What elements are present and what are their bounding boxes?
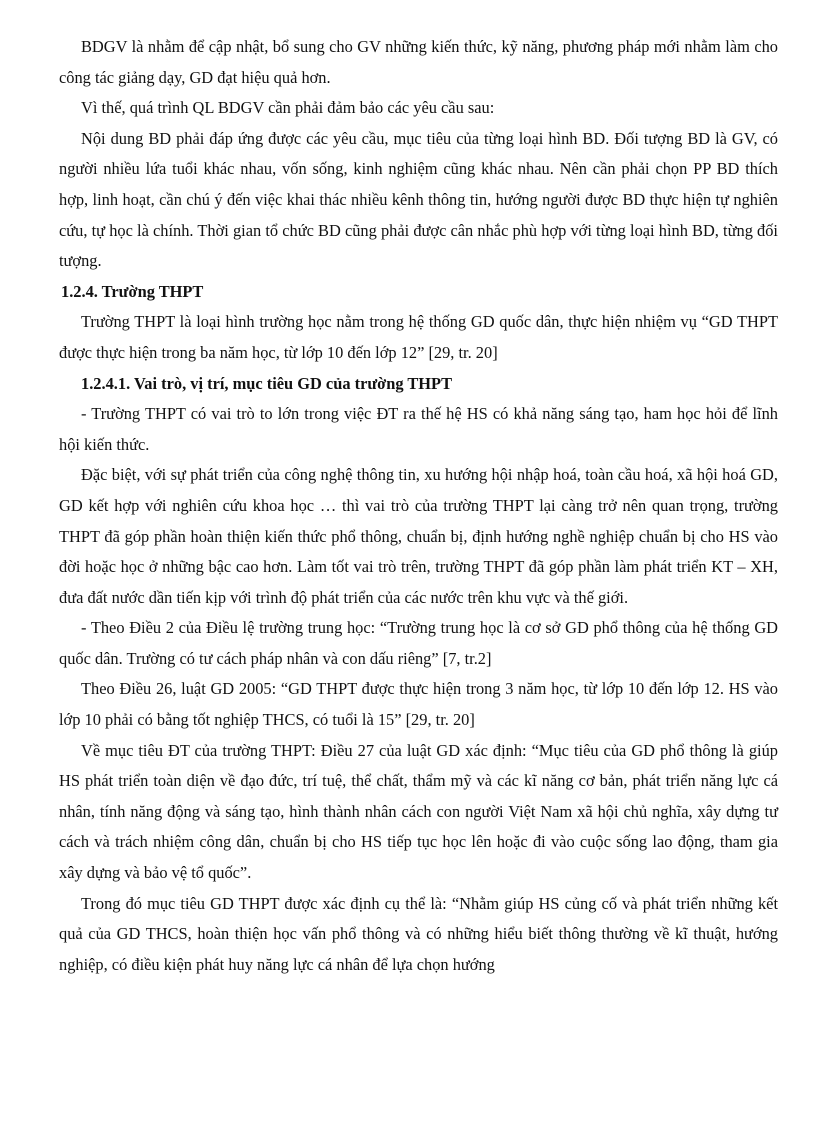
paragraph-article-2: - Theo Điều 2 của Điều lệ trường trung học: “Trường trung học là cơ sở GD phổ thông của hệ thống GD quốc dân. Trường có tư cách pháp nhân và con dấu riêng” [7, tr.2] [59,618,778,668]
paragraph-thpt-definition: Trường THPT là loại hình trường học nằm trong hệ thống GD quốc dân, thực hiện nhiệm vụ “GD THPT được thực hiện trong ba năm học, từ lớp 10 đến lớp 12” [29, tr. 20] [59,312,778,362]
paragraph-article-26: Theo Điều 26, luật GD 2005: “GD THPT được thực hiện trong 3 năm học, từ lớp 10 đến lớp 12. HS vào lớp 10 phải có bằng tốt nghiệp THCS, có tuổi là 15” [29, tr. 20] [59,679,778,730]
paragraph-thpt-role: - Trường THPT có vai trò to lớn trong việc ĐT ra thế hệ HS có khả năng sáng tạo, ham học hỏi để lĩnh hội kiến thức. [59,404,778,454]
paragraph-bd-content: Nội dung BD phải đáp ứng được các yêu cầu, mục tiêu của từng loại hình BD. Đối tượng BD là GV, có người nhiều lứa tuổi khác nhau, vốn sống, kinh nghiệm cũng khác nhau. Nên cần phải chọn PP BD thích hợp, linh hoạt, cần chú ý đến việc khai thác nhiều kênh thông tin, hướng người được BD thực hiện tự nghiên cứu, tự học là chính. Thời gian tổ chức BD cũng phải được cân nhắc phù hợp với từng loại hình BD, từng đối tượng. [59,128,778,271]
paragraph-bdgv-purpose: BDGV là nhằm để cập nhật, bổ sung cho GV những kiến thức, kỹ năng, phương pháp mới nhằm làm cho công tác giảng dạy, GD đạt hiệu quả hơn. [59,37,778,87]
paragraph-article-27: Về mục tiêu ĐT của trường THPT: Điều 27 của luật GD xác định: “Mục tiêu của GD phổ thông là giúp HS phát triển toàn diện về đạo đức, trí tuệ, thể chất, thẩm mỹ và các kĩ năng cơ bản, phát triển năng lực cá nhân, tính năng động và sáng tạo, hình thành nhân cách con người Việt Nam xã hội chủ nghĩa, xây dựng tư cách và trách nhiệm công dân, chuẩn bị cho HS tiếp tục học lên hoặc đi vào cuộc sống lao động, tham gia xây dựng và bảo vệ tổ quốc”. [59,740,778,883]
section-heading-1-2-4: 1.2.4. Trường THPT [61,281,204,301]
paragraph-thpt-objectives: Trong đó mục tiêu GD THPT được xác định cụ thể là: “Nhằm giúp HS củng cố và phát triển những kết quả của GD THCS, hoàn thiện học vấn phổ thông và có những hiểu biết thông thường về kĩ thuật, hướng nghiệp, có điều kiện phát huy năng lực cá nhân để lựa chọn hướng [59,893,778,974]
paragraph-requirements-intro: Vì thế, quá trình QL BDGV cần phải đảm bảo các yêu cầu sau: [81,98,495,118]
section-heading-1-2-4-1: 1.2.4.1. Vai trò, vị trí, mục tiêu GD của trường THPT [81,373,452,393]
paragraph-technology-development: Đặc biệt, với sự phát triển của công nghệ thông tin, xu hướng hội nhập hoá, toàn cầu hoá, xã hội hoá GD, GD kết hợp với nghiên cứu khoa học … thì vai trò của trường THPT lại càng trở nên quan trọng, trường THPT đã góp phần hoàn thiện kiến thức phổ thông, chuẩn bị, định hướng nghề nghiệp chuẩn bị cho HS vào đời hoặc học ở những bậc cao hơn. Làm tốt vai trò trên, trường THPT đã góp phần làm phát triển KT – XH, đưa đất nước dần tiến kịp với trình độ phát triển của các nước trên khu vực và thế giới. [59,465,778,607]
